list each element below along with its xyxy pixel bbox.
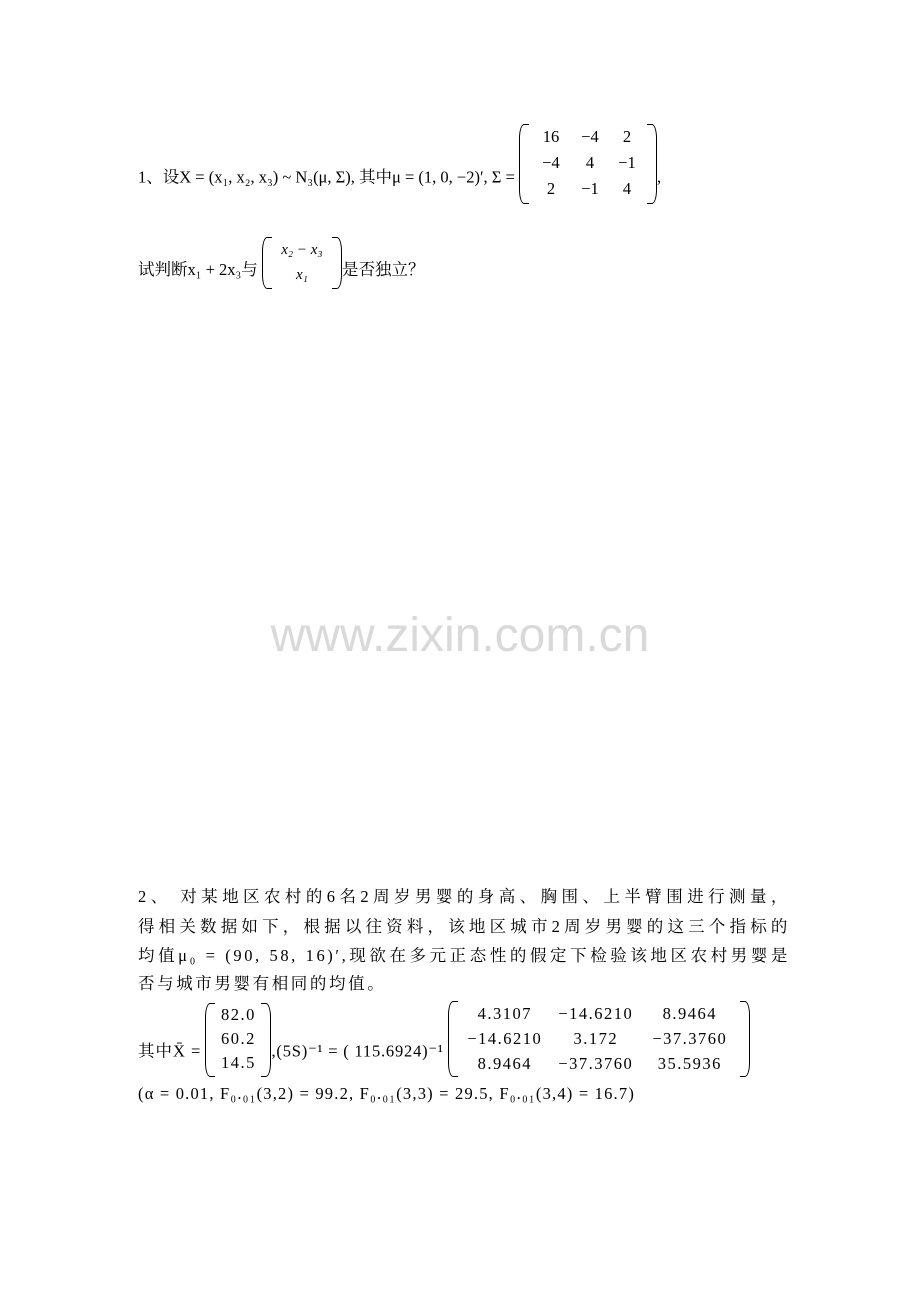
problem1-label: 1、 — [138, 167, 163, 187]
vector-entry: x₁ — [296, 266, 308, 283]
sigma-matrix-grid — [529, 124, 647, 204]
matrix-cell: 2 — [622, 127, 632, 146]
matrix-cell: 4 — [585, 153, 595, 172]
s-matrix — [448, 1001, 750, 1077]
matrix-cell: −1 — [618, 153, 636, 172]
matrix-cell: −4 — [542, 153, 560, 172]
sigma-matrix — [519, 124, 657, 204]
question-pre: 试判断x₁ + 2x₃与 — [138, 259, 258, 279]
problem2-data — [138, 1003, 750, 1077]
vector-entry: x₂ − x₃ — [281, 241, 323, 258]
matrix-cell: 4 — [622, 179, 632, 198]
matrix-cell: −4 — [581, 127, 599, 146]
matrix-cell: 35.5936 — [657, 1053, 722, 1073]
matrix-cell: 2 — [546, 179, 556, 198]
matrix-cell: −14.6210 — [558, 1003, 634, 1023]
matrix-cell: −37.3760 — [652, 1028, 728, 1048]
matrix-cell: 3.172 — [573, 1028, 619, 1048]
vector-entry: 82.0 — [221, 1004, 256, 1024]
matrix-cell: −37.3760 — [558, 1053, 634, 1073]
question-post: 是否独立？ — [341, 259, 425, 279]
problem2-line4: 否与城市男婴有相同的均值。 — [138, 974, 387, 993]
matrix-cell: 4.3107 — [477, 1003, 532, 1023]
matrix-cell: −14.6210 — [467, 1028, 543, 1048]
problem2-line3: 均值μ₀ = (90, 58, 16)′,现欲在多元正态性的假定下检验该地区农村男婴是 — [138, 946, 790, 965]
vector-grid — [272, 237, 332, 289]
problem1-question — [138, 241, 425, 289]
vector-paren — [262, 237, 342, 289]
vector-entry: 14.5 — [221, 1052, 256, 1072]
where-label: 其中X̄ = — [138, 1041, 202, 1061]
watermark: www.zixin.com.cn — [270, 609, 650, 662]
vector-entry: 60.2 — [221, 1028, 256, 1048]
xbar-vector — [205, 1003, 271, 1077]
problem1-statement — [138, 127, 662, 204]
mid-text: ,(5S)⁻¹ = ( 115.6924)⁻¹ — [271, 1041, 444, 1061]
matrix-cell: −1 — [581, 179, 599, 198]
problem1-comma: , — [656, 167, 662, 187]
matrix-cell: 8.9464 — [477, 1053, 532, 1073]
problem2-line2: 得相关数据如下，根据以往资料，该地区城市2周岁男婴的这三个指标的 — [138, 917, 790, 936]
s-matrix-grid — [458, 1001, 740, 1077]
matrix-cell: 16 — [542, 127, 560, 146]
problem2-line1: 2、 对某地区农村的6名2周岁男婴的身高、胸围、上半臂围进行测量， — [138, 887, 790, 906]
matrix-cell: 8.9464 — [662, 1003, 717, 1023]
problem1-text: 设X = (x₁, x₂, x₃) ~ N₃(μ, Σ), 其中μ = (1, 0, −2)′, Σ = — [162, 167, 515, 187]
xbar-grid — [215, 1003, 261, 1077]
problem2-footer: (α = 0.01, F₀.₀₁(3,2) = 99.2, F₀.₀₁(3,3) = 29.5, F₀.₀₁(3,4) = 16.7) — [138, 1084, 636, 1103]
